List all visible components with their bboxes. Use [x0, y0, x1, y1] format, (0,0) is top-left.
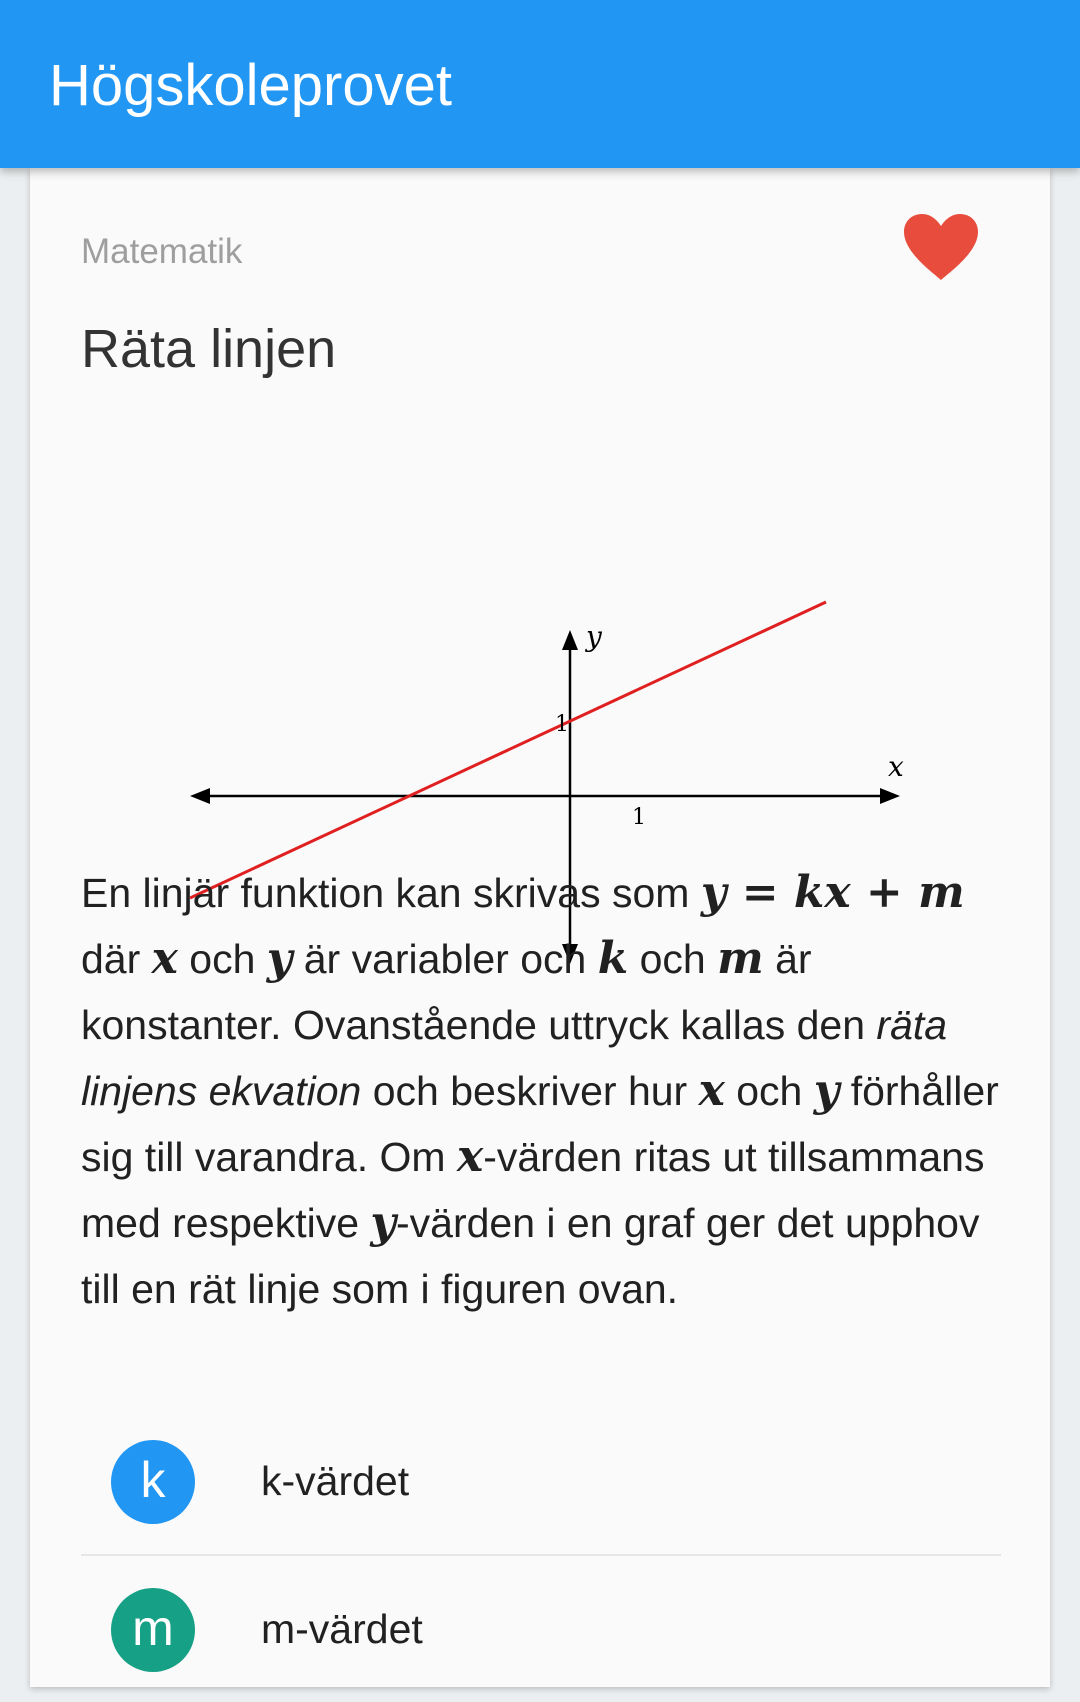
category-label: Matematik [81, 232, 243, 271]
avatar-k: k [111, 1440, 195, 1524]
y-axis-label: y [586, 620, 602, 653]
body-text-segment: förhåller sig till varandra. Om [81, 1068, 999, 1180]
lesson-title: Räta linjen [81, 319, 337, 379]
list-item-m-value[interactable] [81, 1554, 1001, 1702]
body-text-segment: och [177, 936, 267, 982]
math-variable-x: x [151, 933, 178, 984]
body-text-segment: En linjär funktion kan skrivas som [81, 870, 701, 916]
emphasized-term: räta linjens ekvation [81, 1002, 948, 1114]
math-constant-m: m [717, 933, 764, 984]
subtopic-list [81, 1408, 1001, 1702]
body-text-segment: och [628, 936, 718, 982]
body-text-segment: -värden ritas ut tillsammans med respektive [81, 1134, 985, 1246]
list-item-label: m-värdet [261, 1606, 423, 1652]
math-variable-y: y [370, 1197, 396, 1248]
equation-y-kx-m: y = kx + m [700, 867, 965, 918]
list-item-label: k-värdet [261, 1458, 410, 1504]
app-bar [0, 0, 1080, 168]
x-axis [190, 788, 900, 804]
math-variable-y: y [813, 1065, 840, 1116]
y-tick-label: 1 [555, 712, 569, 737]
body-text-segment: är konstanter. Ovanstående uttryck kallas den [81, 936, 877, 1048]
x-tick-label: 1 [632, 805, 646, 830]
lesson-body-text [81, 860, 1001, 1322]
math-variable-y: y [266, 933, 293, 984]
body-text-segment: och [724, 1068, 814, 1114]
math-constant-k: k [597, 933, 629, 984]
lesson-card [30, 168, 1050, 1687]
math-variable-x: x [456, 1131, 484, 1182]
math-variable-x: x [698, 1065, 725, 1116]
avatar-m: m [111, 1588, 195, 1672]
body-text-segment: är variabler och [292, 936, 598, 982]
body-text-segment: där [81, 936, 152, 982]
body-text-segment: -värden i en graf ger det upphov till en rät linje som i figuren ovan. [81, 1200, 980, 1312]
red-linear-line [190, 602, 826, 898]
body-text-segment: och beskriver hur [361, 1068, 699, 1114]
favorite-heart-icon[interactable] [902, 212, 980, 282]
x-axis-label: x [888, 750, 904, 783]
app-title: Högskoleprovet [49, 53, 452, 118]
list-item-k-value[interactable] [81, 1408, 1001, 1554]
